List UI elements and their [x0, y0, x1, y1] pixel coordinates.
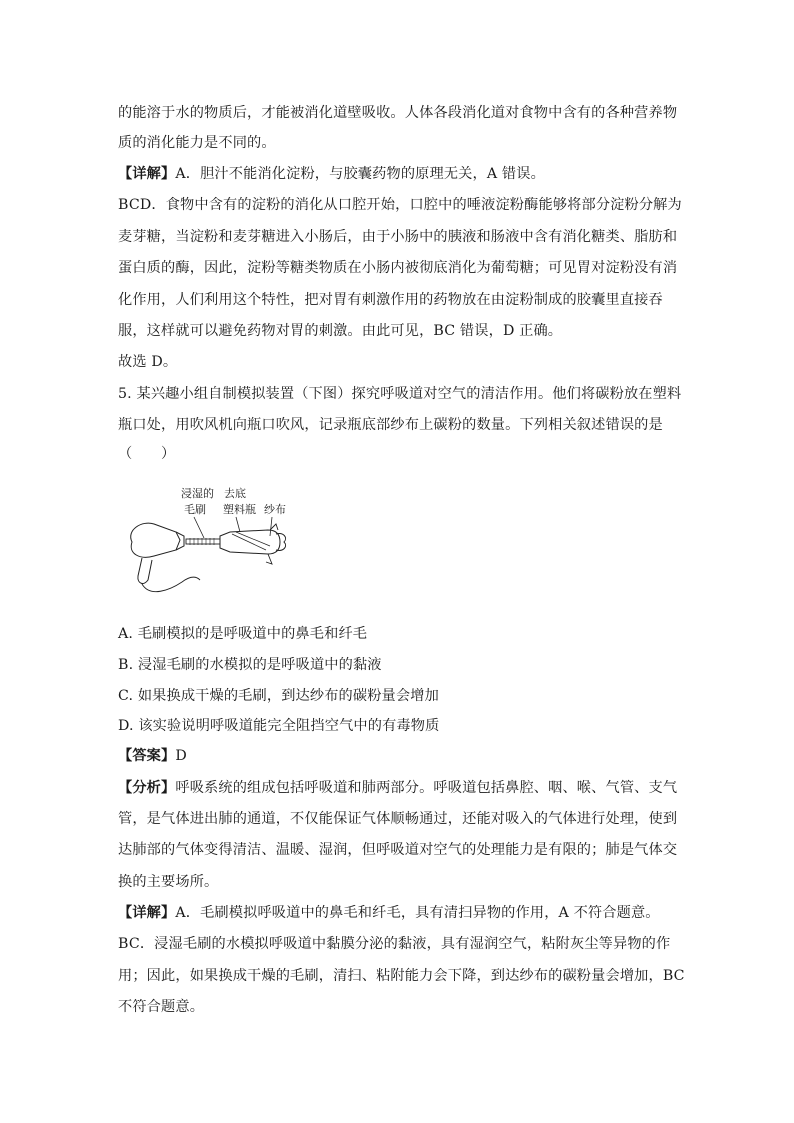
option-c: C. 如果换成干燥的毛刷，到达纱布的碳粉量会增加: [118, 688, 439, 704]
label-gauze: 纱布: [264, 503, 286, 516]
detail-line: 用；因此，如果换成干燥的毛刷，清扫、粘附能力会下降，到达纱布的碳粉量会增加，BC: [118, 968, 685, 984]
question-stem: 5. 某兴趣小组自制模拟装置（下图）探究呼吸道对空气的清洁作用。他们将碳粉放在塑料: [118, 386, 682, 402]
analysis-line: 管，是气体进出肺的通道，不仅能保证气体顺畅通过，还能对吸入的气体进行处理，使到: [118, 811, 678, 827]
detail-tag: 【详解】: [118, 166, 176, 182]
apparatus-drawing: [120, 480, 320, 600]
text-line: 麦芽糖，当淀粉和麦芽糖进入小肠后，由于小肠中的胰液和肠液中含有消化糖类、脂肪和: [118, 229, 678, 245]
detail-line: 不符合题意。: [118, 999, 205, 1015]
question-stem: 瓶口处，用吹风机向瓶口吹风，记录瓶底部纱布上碳粉的数量。下列相关叙述错误的是: [118, 417, 663, 433]
text-line: 蛋白质的酶，因此，淀粉等糖类物质在小肠内被彻底消化为葡萄糖；可见胃对淀粉没有消: [118, 260, 678, 276]
answer-line: [118, 746, 678, 766]
detail-text: A．毛刷模拟呼吸道中的鼻毛和纤毛，具有清扫异物的作用，A 不符合题意。: [175, 905, 660, 921]
text-line: [118, 164, 678, 184]
answer-blank: （ ）: [118, 446, 176, 462]
analysis-text: 呼吸系统的组成包括呼吸道和肺两部分。呼吸道包括鼻腔、咽、喉、气管、支气: [175, 780, 678, 796]
detail-line: BC．浸湿毛刷的水模拟呼吸道中黏膜分泌的黏液，具有湿润空气，粘附灰尘等异物的作: [118, 936, 671, 952]
analysis-line: 换的主要场所。: [118, 874, 219, 890]
label-bottle: 塑料瓶: [223, 503, 256, 516]
option-d: D. 该实验说明呼吸道能完全阻挡空气中的有毒物质: [118, 718, 440, 734]
text-line: 服，这样就可以避免药物对胃的刺激。由此可见，BC 错误，D 正确。: [118, 323, 563, 339]
detail-tag: 【详解】: [118, 905, 176, 921]
detail-text: A．胆汁不能消化淀粉，与胶囊药物的原理无关，A 错误。: [175, 166, 545, 182]
label-bottle: 去底: [224, 487, 246, 500]
text-line: 故选 D。: [118, 354, 178, 370]
experiment-figure: [120, 480, 320, 600]
label-wet-brush: 浸湿的: [181, 487, 214, 500]
analysis-line: [118, 778, 678, 798]
text-line: BCD．食物中含有的淀粉的消化从口腔开始，口腔中的唾液淀粉酶能够将部分淀粉分解为: [118, 197, 682, 213]
text-line: 的能溶于水的物质后，才能被消化道壁吸收。人体各段消化道对食物中含有的各种营养物: [118, 105, 678, 121]
analysis-line: 达肺部的气体变得清洁、温暖、湿润，但呼吸道对空气的处理能力是有限的；肺是气体交: [118, 842, 678, 858]
option-a: A. 毛刷模拟的是呼吸道中的鼻毛和纤毛: [118, 626, 368, 642]
option-b: B. 浸湿毛刷的水模拟的是呼吸道中的黏液: [118, 657, 382, 673]
answer-value: D: [175, 748, 187, 764]
analysis-tag: 【分析】: [118, 780, 176, 796]
answer-tag: 【答案】: [118, 748, 176, 764]
detail-line: [118, 903, 678, 923]
text-line: 化作用，人们利用这个特性，把对胃有刺激作用的药物放在由淀粉制成的胶囊里直接吞: [118, 292, 663, 308]
label-wet-brush: 毛刷: [184, 503, 206, 516]
text-line: 质的消化能力是不同的。: [118, 135, 276, 151]
